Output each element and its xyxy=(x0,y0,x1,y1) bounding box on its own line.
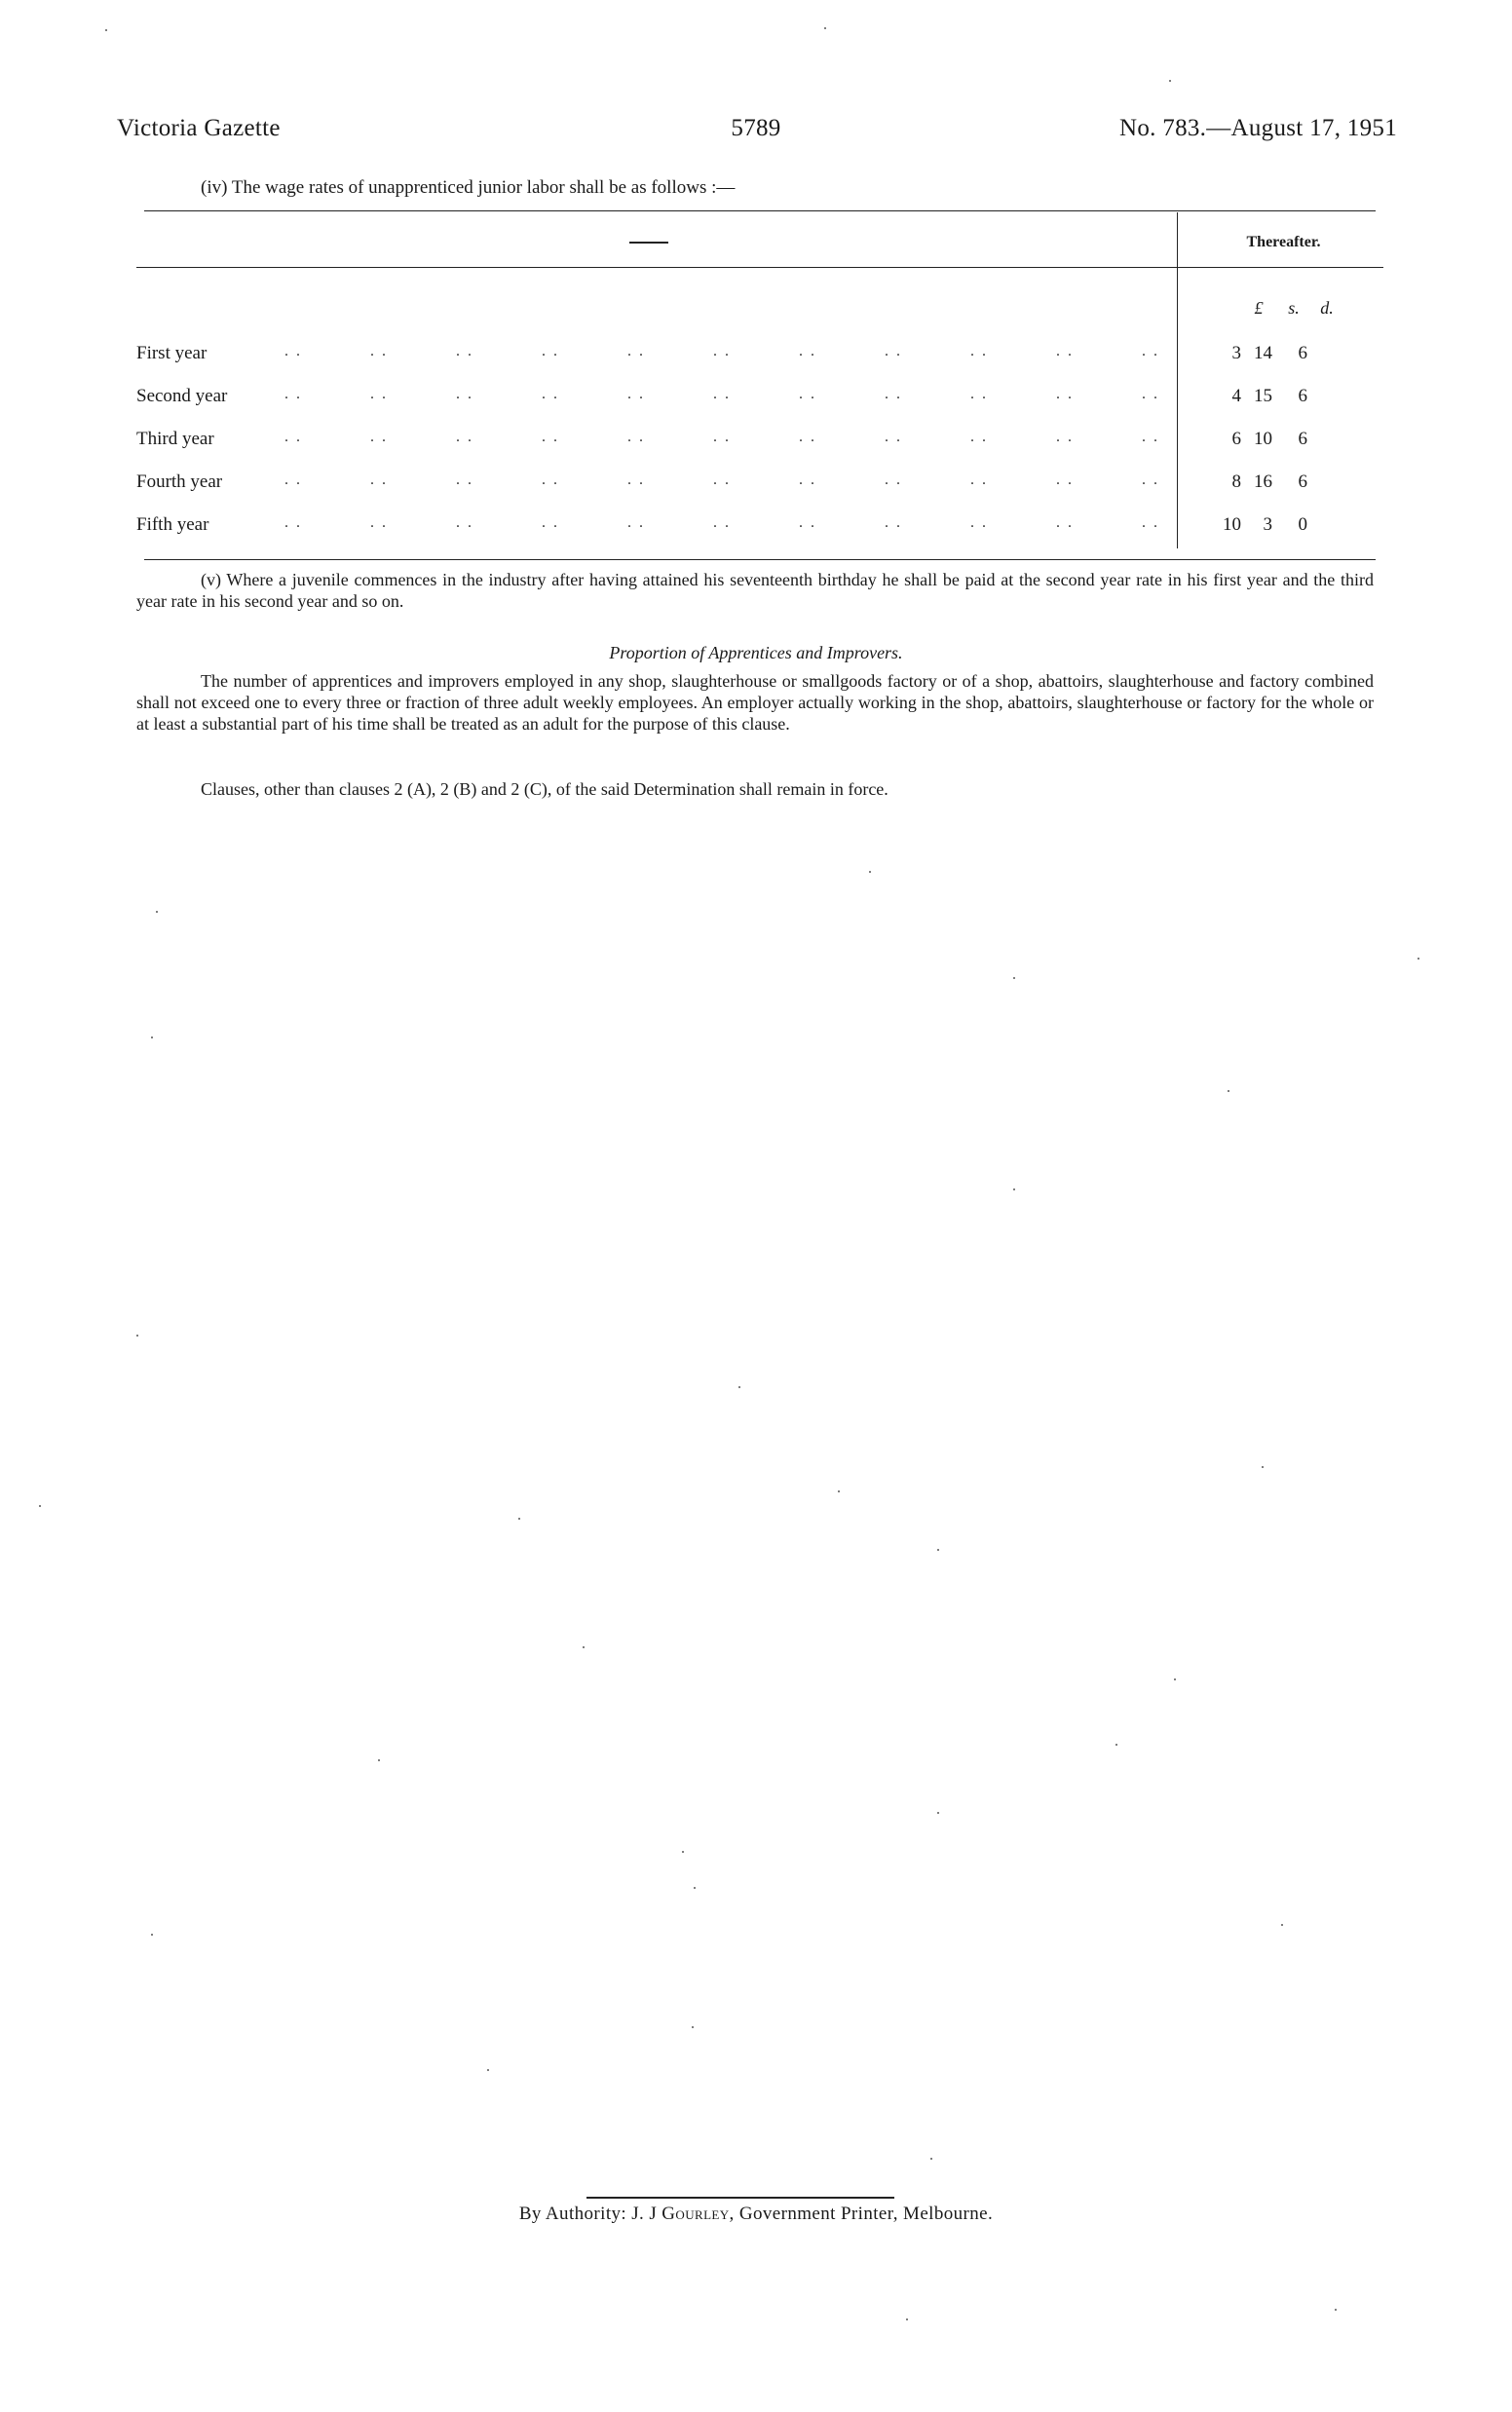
amount-pounds: 3 xyxy=(1231,343,1241,363)
amount-shillings: 16 xyxy=(1254,471,1272,492)
amount-pounds: 6 xyxy=(1231,429,1241,449)
clauses-note: Clauses, other than clauses 2 (A), 2 (B) and 2 (C), of the said Determination shall remain in force. xyxy=(201,779,888,799)
amount-pence: 6 xyxy=(1298,471,1307,492)
printer-name: Gourley xyxy=(662,2204,730,2224)
amount-shillings: 15 xyxy=(1254,386,1272,406)
wage-rates-intro: (iv) The wage rates of unapprenticed junior labor shall be as follows :— xyxy=(201,177,736,198)
proportion-paragraph xyxy=(136,670,1374,735)
table-bottom-rule xyxy=(144,559,1376,560)
imprint-prefix: By Authority: J. J xyxy=(518,2204,658,2224)
unit-pence: d. xyxy=(1320,298,1334,318)
row-label: Fifth year xyxy=(136,514,209,535)
amount-pence: 6 xyxy=(1298,386,1307,406)
table-row: Fifth year . . . . . . . . . . . . . . . . . . . . . . 10 3 0 xyxy=(136,514,1307,535)
amount-pence: 6 xyxy=(1298,429,1307,449)
imprint-suffix: , Government Printer, Melbourne. xyxy=(729,2204,994,2224)
table-row: First year . . . . . . . . . . . . . . . . . . . . . . 3 14 6 xyxy=(136,343,1307,363)
proportion-text: The number of apprentices and improvers employed in any shop, slaughterhouse or smallgoods factory or of a shop, abattoirs, slaughterhouse and factory combined shall not exceed one to every three or fraction of three adult weekly employees. An employer actually working in the shop, abattoirs, slaughterhouse or factory for the whole or at least a substantial part of his time shall be treated as an adult for the purpose of this clause. xyxy=(136,671,1374,734)
amount-pence: 6 xyxy=(1298,343,1307,363)
paragraph-v-text: (v) Where a juvenile commences in the industry after having attained his seventeenth birthday he shall be paid at the second year rate in his first year and the third year rate in his second year and so on. xyxy=(136,570,1374,611)
amount-shillings: 3 xyxy=(1263,514,1272,535)
amount-shillings: 10 xyxy=(1254,429,1272,449)
proportion-heading: Proportion of Apprentices and Improvers. xyxy=(609,643,903,662)
footer-rule xyxy=(586,2197,894,2199)
amount-column-header: Thereafter. xyxy=(1246,234,1321,250)
table-row: Third year . . . . . . . . . . . . . . . . . . . . . . 6 10 6 xyxy=(136,429,1307,449)
table-top-rule xyxy=(144,210,1376,211)
row-label: Fourth year xyxy=(136,471,223,492)
amount-pounds: 8 xyxy=(1231,471,1241,492)
first-column-header-dash xyxy=(629,242,668,244)
amount-shillings: 14 xyxy=(1254,343,1272,363)
table-row: Fourth year . . . . . . . . . . . . . . . . . . . . . . 8 16 6 xyxy=(136,471,1307,492)
amount-pence: 0 xyxy=(1298,514,1307,535)
unit-shillings: s. xyxy=(1288,298,1300,318)
amount-pounds: 4 xyxy=(1231,386,1241,406)
table-row: Second year . . . . . . . . . . . . . . . . . . . . . . 4 15 6 xyxy=(136,386,1307,406)
row-label: Third year xyxy=(136,429,214,449)
issue-number-date: No. 783.—August 17, 1951 xyxy=(1119,115,1397,141)
gazette-title: Victoria Gazette xyxy=(117,115,281,141)
paragraph-v xyxy=(136,569,1374,612)
row-label: Second year xyxy=(136,386,228,406)
printer-imprint xyxy=(0,2204,1512,2225)
amount-pounds: 10 xyxy=(1223,514,1241,535)
table-header-rule xyxy=(136,267,1179,268)
table-header-rule-amount xyxy=(1179,267,1383,268)
page-number: 5789 xyxy=(731,115,781,141)
row-label: First year xyxy=(136,343,208,363)
unit-pounds: £ xyxy=(1254,298,1264,318)
